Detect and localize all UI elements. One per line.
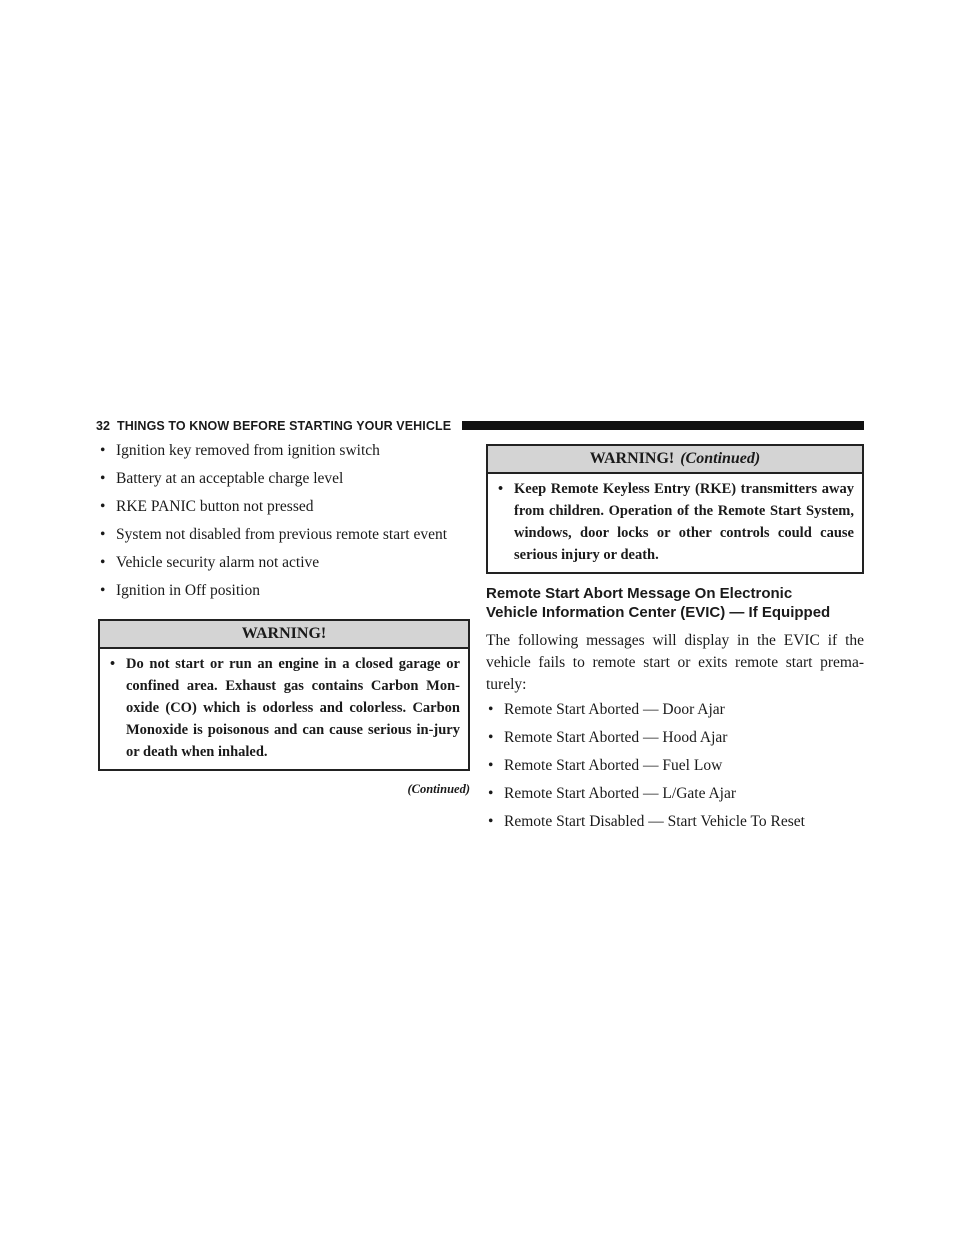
list-item: • RKE PANIC button not pressed — [98, 493, 470, 521]
list-item: • Vehicle security alarm not active — [98, 549, 470, 577]
intro-paragraph: The following messages will display in the EVIC if the vehicle fails to remote start or exits remote start prema-turely: — [486, 632, 864, 693]
list-item: • System not disabled from previous remote start event — [98, 521, 470, 549]
list-item: • Remote Start Aborted — Fuel Low — [486, 752, 864, 780]
warning-item: • Keep Remote Keyless Entry (RKE) transmitters away from children. Operation of the Remote Start System, windows, door locks or other controls could cause serious injury or death. — [496, 478, 854, 566]
abort-messages-list — [486, 696, 864, 836]
section-subheading — [486, 584, 864, 622]
left-column — [98, 437, 470, 797]
right-column — [486, 444, 864, 836]
page-header — [96, 416, 864, 436]
warning-box-continued — [486, 444, 864, 574]
list-item: • Remote Start Aborted — Door Ajar — [486, 696, 864, 724]
warning-item: • Do not start or run an engine in a closed garage or confined area. Exhaust gas contains Carbon Mon-oxide (CO) which is odorless and colorless. Carbon Monoxide is poisonous and can cause serious in-jury or death when inhaled. — [108, 653, 460, 763]
list-item: • Ignition in Off position — [98, 577, 470, 605]
warning-body — [488, 474, 862, 572]
page-number: 32 — [96, 419, 111, 433]
warning-box — [98, 619, 470, 771]
warning-title-text: WARNING! — [241, 625, 327, 642]
warning-title — [100, 621, 468, 649]
list-item: • Remote Start Aborted — L/Gate Ajar — [486, 780, 864, 808]
warning-body — [100, 649, 468, 769]
list-item: • Battery at an acceptable charge level — [98, 465, 470, 493]
continued-label: (Continued) — [407, 782, 470, 796]
warning-continued-text: (Continued) — [680, 450, 761, 467]
list-item: • Ignition key removed from ignition switch — [98, 437, 470, 465]
subheading-line: Remote Start Abort Message On Electronic — [486, 585, 793, 602]
list-item: • Remote Start Aborted — Hood Ajar — [486, 724, 864, 752]
warning-title — [488, 446, 862, 474]
list-item: • Remote Start Disabled — Start Vehicle To Reset — [486, 808, 864, 836]
section-title: THINGS TO KNOW BEFORE STARTING YOUR VEHICLE — [117, 419, 452, 433]
remote-start-conditions-list — [98, 437, 470, 605]
subheading-line: Vehicle Information Center (EVIC) — If Equipped — [486, 604, 831, 621]
warning-title-text: WARNING! — [589, 450, 675, 467]
header-rule — [462, 421, 864, 430]
